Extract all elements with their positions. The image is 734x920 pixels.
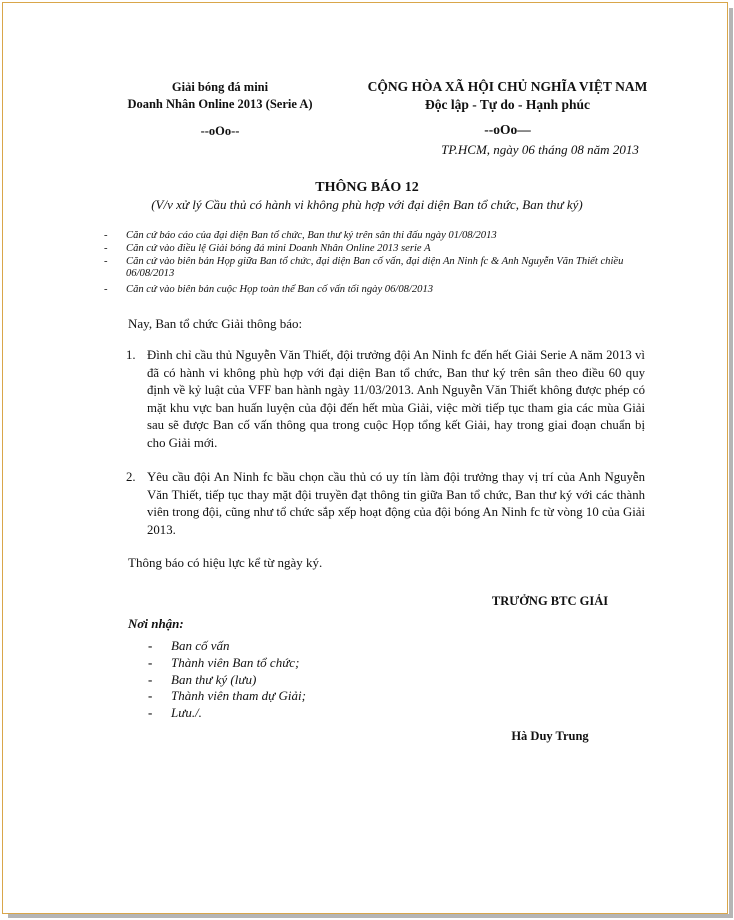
nation-title: CỘNG HÒA XÃ HỘI CHỦ NGHĨA VIỆT NAM (367, 79, 648, 94)
basis-dash: - (104, 243, 108, 254)
recipient-dash: - (148, 672, 153, 687)
basis-text: Căn cứ vào điều lệ Giải bóng đá mini Doanh Nhân Online 2013 serie A (126, 243, 431, 254)
recipient-text: Lưu./. (171, 705, 202, 720)
notice-item-number: 1. (126, 348, 136, 362)
place-date: TP.HCM, ngày 06 tháng 08 năm 2013 (441, 142, 639, 157)
document-subject: (V/v xử lý Cầu thủ có hành vi không phù hợp với đại diện Ban tổ chức, Ban thư ký) (151, 197, 583, 212)
notice-item-text: Đình chỉ cầu thủ Nguyễn Văn Thiết, đội trưởng đội An Ninh fc đến hết Giải Serie A năm 2013 vì đã có hành vi không phù hợp với đại diện Ban tổ chức, Ban thư ký trên sân theo điều 60 quy định về kỷ luật của VFF ban hành ngày 11/03/2013. Anh Nguyễn Văn Thiết không được phép có mặt khu vực ban huấn luyện của đội đến hết mùa Giải, việc mời tiếp tục tham gia các mùa Giải sau sẽ được Ban cố vấn thông qua trong cuộc Họp tổng kết Giải, hay trong giai đoạn chuẩn bị cho Giải mới. (147, 348, 645, 450)
basis-dash: - (104, 284, 108, 295)
page-shadow-right (729, 8, 733, 916)
document-title: THÔNG BÁO 12 (315, 180, 419, 195)
organizer-name-line1: Giải bóng đá mini (171, 80, 269, 94)
organizer-ornament: --oOo-- (200, 124, 240, 138)
basis-text: Căn cứ vào biên bản Họp giữa Ban tổ chức, đại diện Ban cố vấn, đại diện An Ninh fc & Anh Nguyễn Văn Thiết chiều 06/08/2013 (126, 256, 624, 279)
page-shadow-bottom (8, 914, 733, 918)
effective-statement: Thông báo có hiệu lực kể từ ngày ký. (128, 555, 323, 570)
recipient-dash: - (148, 638, 153, 653)
organizer-name-line2: Doanh Nhân Online 2013 (Serie A) (127, 97, 313, 111)
recipient-text: Ban thư ký (lưu) (171, 672, 257, 687)
recipient-text: Ban cố vấn (171, 638, 230, 653)
notice-item-text: Yêu cầu đội An Ninh fc bầu chọn cầu thủ có uy tín làm đội trưởng thay vị trí của Anh Nguyễn Văn Thiết, tiếp tục thay mặt đội truyền đạt thông tin giữa Ban tổ chức, Ban thư ký với các thành viên trong đội, cũng như tổ chức sắp xếp hoạt động của đội bóng An Ninh fc từ vòng 10 của Giải 2013. (147, 470, 645, 537)
notice-item-number: 2. (126, 470, 136, 484)
basis-text: Căn cứ báo cáo của đại diện Ban tổ chức, Ban thư ký trên sân thi đấu ngày 01/08/2013 (126, 230, 497, 241)
nation-motto: Độc lập - Tự do - Hạnh phúc (424, 97, 591, 112)
signer-title: TRƯỞNG BTC GIẢI (491, 594, 609, 608)
recipient-dash: - (148, 655, 153, 670)
recipient-text: Thành viên Ban tổ chức; (171, 655, 300, 670)
basis-text: Căn cứ vào biên bản cuộc Họp toàn thể Ban cố vấn tối ngày 06/08/2013 (126, 284, 434, 295)
basis-dash: - (104, 256, 108, 267)
recipient-text: Thành viên tham dự Giải; (171, 688, 306, 703)
notice-intro: Nay, Ban tổ chức Giải thông báo: (128, 316, 303, 331)
basis-dash: - (104, 230, 108, 241)
recipient-dash: - (148, 688, 153, 703)
recipients-heading: Nơi nhận: (128, 616, 184, 631)
recipient-dash: - (148, 705, 153, 720)
signer-name: Hà Duy Trung (511, 729, 589, 743)
nation-ornament: --oOo— (484, 122, 531, 137)
